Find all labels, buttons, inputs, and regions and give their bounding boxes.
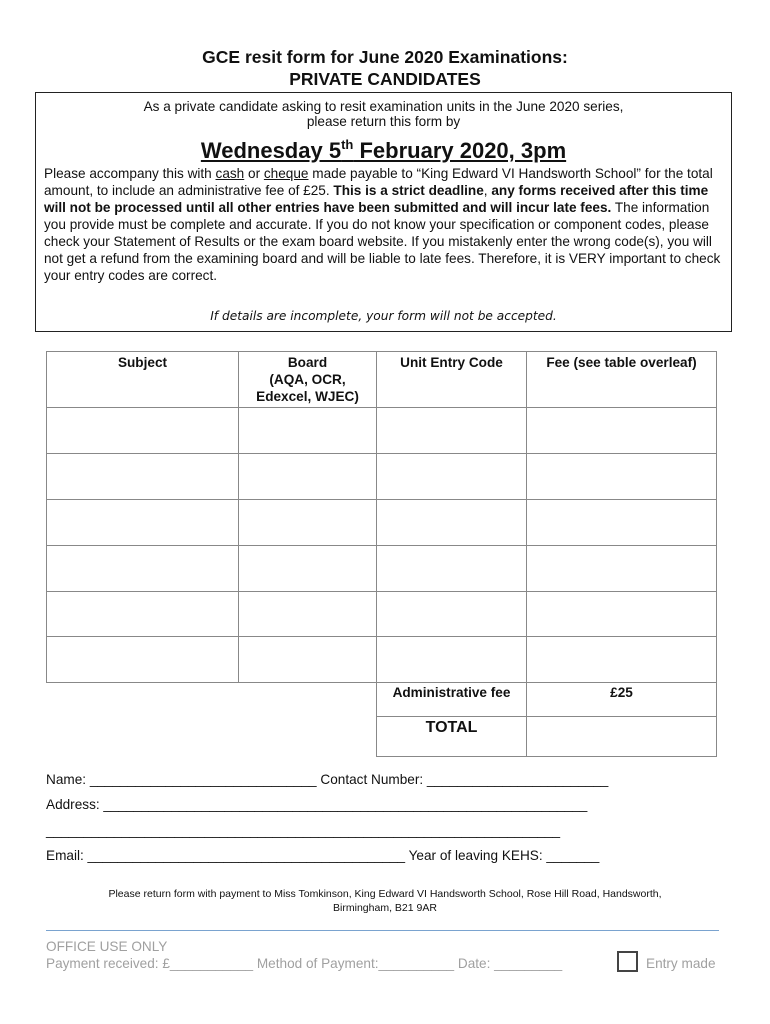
strict-deadline-text: This is a strict deadline <box>333 183 484 198</box>
admin-fee-label: Administrative fee <box>377 683 527 717</box>
blank-cell <box>47 683 377 717</box>
fee-cell[interactable] <box>527 546 717 592</box>
table-row <box>47 637 717 683</box>
intro-line1: As a private candidate asking to resit examination units in the June 2020 series, <box>143 99 624 114</box>
form-title <box>0 46 770 90</box>
cheque-text: cheque <box>263 166 309 181</box>
deadline-month-time: February 2020, 3pm <box>353 138 567 163</box>
total-row <box>47 717 717 757</box>
incomplete-warning: If details are incomplete, your form will not be accepted. <box>210 309 557 323</box>
subject-cell[interactable] <box>47 408 239 454</box>
entries-table <box>46 351 717 757</box>
board-cell[interactable] <box>239 637 377 683</box>
email-year-field[interactable]: Email: __________________________________________ Year of leaving KEHS: _______ <box>46 848 600 863</box>
header-unit-entry-code: Unit Entry Code <box>377 352 527 408</box>
intro-text <box>36 99 731 129</box>
unit-code-cell[interactable] <box>377 454 527 500</box>
board-cell[interactable] <box>239 592 377 637</box>
header-subject: Subject <box>47 352 239 408</box>
address-field-line2[interactable]: ____________________________________________________________________ <box>46 823 561 838</box>
entry-made-checkbox[interactable] <box>617 951 638 972</box>
unit-code-cell[interactable] <box>377 546 527 592</box>
return-address-note <box>0 887 770 915</box>
admin-fee-row <box>47 683 717 717</box>
instructions-text: Please accompany this with <box>44 166 216 181</box>
instructions-text: The information you provide must be complete and accurate. If you do not know your specification or component codes, please check your Statement of Results or the exam board website. If you mistakenly enter the wrong code(s), you will not get a refund from the examining board and will be liable to late fees. Therefore, it is VERY important to check your entry codes are correct. <box>44 200 721 283</box>
instructions-text: or <box>244 166 264 181</box>
subject-cell[interactable] <box>47 454 239 500</box>
instructions-text: made payable to “King Edward VI Handsworth School” for the total amount, to include an administrative fee of £25. <box>44 166 713 198</box>
fee-cell[interactable] <box>527 500 717 546</box>
fee-cell[interactable] <box>527 592 717 637</box>
late-entries-warning: any forms received after this time will not be processed until all other entries have been submitted and will incur late fees. <box>44 183 709 215</box>
board-cell[interactable] <box>239 454 377 500</box>
subject-cell[interactable] <box>47 637 239 683</box>
payment-received-field: Payment received: £___________ Method of Payment:__________ Date: _________ <box>46 956 563 971</box>
cash-text: cash <box>215 166 245 181</box>
entry-made-label: Entry made <box>646 956 716 971</box>
header-board: Board (AQA, OCR, Edexcel, WJEC) <box>239 352 377 408</box>
instructions-box <box>35 92 732 332</box>
unit-code-cell[interactable] <box>377 592 527 637</box>
total-value-cell[interactable] <box>527 717 717 757</box>
fee-cell[interactable] <box>527 637 717 683</box>
fee-cell[interactable] <box>527 454 717 500</box>
board-cell[interactable] <box>239 500 377 546</box>
board-cell[interactable] <box>239 408 377 454</box>
table-row <box>47 408 717 454</box>
deadline-date: Wednesday 5 <box>200 138 342 163</box>
blank-cell <box>47 717 377 757</box>
table-row <box>47 500 717 546</box>
table-header-row <box>47 352 717 408</box>
return-address-line2: Birmingham, B21 9AR <box>333 902 437 914</box>
return-address-line1: Please return form with payment to Miss Tomkinson, King Edward VI Handsworth School, Rose Hill Road, Handsworth, <box>108 888 662 900</box>
intro-line2: please return this form by <box>306 114 461 129</box>
subject-cell[interactable] <box>47 500 239 546</box>
name-contact-field[interactable]: Name: ______________________________ Contact Number: ________________________ <box>46 772 609 787</box>
table-row <box>47 546 717 592</box>
table-row <box>47 454 717 500</box>
deadline-ordinal: th <box>341 137 354 152</box>
admin-fee-value: £25 <box>527 683 717 717</box>
table-row <box>47 592 717 637</box>
header-fee: Fee (see table overleaf) <box>527 352 717 408</box>
unit-code-cell[interactable] <box>377 637 527 683</box>
fee-cell[interactable] <box>527 408 717 454</box>
address-field[interactable]: Address: ________________________________________________________________ <box>46 797 588 812</box>
office-divider <box>46 930 719 931</box>
deadline-heading <box>36 132 731 164</box>
instructions-paragraph <box>36 165 731 284</box>
subject-cell[interactable] <box>47 546 239 592</box>
board-cell[interactable] <box>239 546 377 592</box>
instructions-text: , <box>483 183 492 198</box>
form-title-line2: PRIVATE CANDIDATES <box>289 69 481 89</box>
subject-cell[interactable] <box>47 592 239 637</box>
unit-code-cell[interactable] <box>377 408 527 454</box>
office-use-title: OFFICE USE ONLY <box>46 939 168 954</box>
unit-code-cell[interactable] <box>377 500 527 546</box>
total-label: TOTAL <box>377 717 527 757</box>
form-title-line1: GCE resit form for June 2020 Examinations: <box>202 47 568 67</box>
